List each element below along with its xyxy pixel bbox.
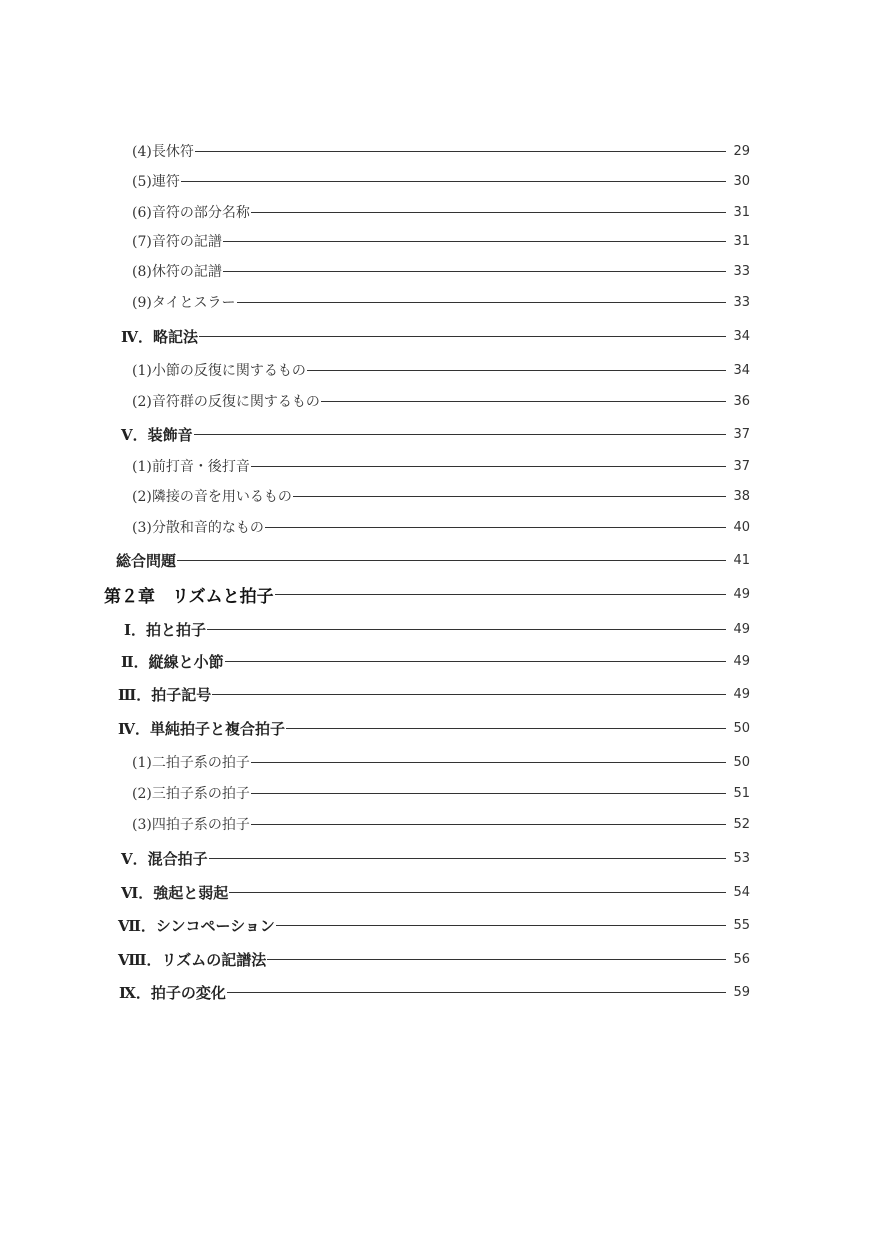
toc-leader-line xyxy=(194,434,726,435)
toc-entry-title: Ⅳ．略記法 xyxy=(121,327,199,346)
toc-entry-title: (1)小節の反復に関するもの xyxy=(132,363,306,379)
toc-leader-line xyxy=(227,992,726,993)
toc-page-number: 53 xyxy=(733,850,750,866)
toc-page-number: 50 xyxy=(733,720,750,736)
toc-entry-title: (9)タイとスラー xyxy=(132,295,236,311)
toc-entry-title: 第２章 リズムと拍子 xyxy=(104,586,274,607)
toc-page-number: 49 xyxy=(733,586,750,602)
toc-entry-title: Ⅶ．シンコペーション xyxy=(118,916,275,935)
toc-entry-title: Ⅴ．混合拍子 xyxy=(121,849,208,868)
toc-page-number: 52 xyxy=(733,816,750,832)
toc-page-number: 54 xyxy=(733,884,750,900)
toc-entry-title: Ⅷ．リズムの記譜法 xyxy=(118,950,267,969)
toc-page-number: 56 xyxy=(733,951,750,967)
toc-leader-line xyxy=(225,661,726,662)
toc-entry xyxy=(132,141,750,161)
toc-page-number: 49 xyxy=(733,686,750,702)
toc-leader-line xyxy=(229,892,726,893)
toc-page-number: 49 xyxy=(733,621,750,637)
toc-leader-line xyxy=(293,496,726,497)
toc-leader-line xyxy=(207,629,726,630)
toc-leader-line xyxy=(237,302,726,303)
toc-entry xyxy=(132,517,750,537)
toc-entry-title: (3)四拍子系の拍子 xyxy=(132,817,250,833)
toc-page-number: 41 xyxy=(733,552,750,568)
toc-page-number: 29 xyxy=(733,143,750,159)
toc-page-number: 33 xyxy=(733,263,750,279)
toc-page-number: 50 xyxy=(733,754,750,770)
toc-entry xyxy=(116,549,750,571)
toc-page-number: 31 xyxy=(733,204,750,220)
toc-entry xyxy=(132,456,750,476)
toc-leader-line xyxy=(251,466,726,467)
toc-leader-line xyxy=(267,959,726,960)
toc-entry xyxy=(132,261,750,281)
toc-page-number: 40 xyxy=(733,519,750,535)
toc-entry xyxy=(118,717,750,739)
toc-leader-line xyxy=(251,824,726,825)
toc-entry-title: Ⅸ．拍子の変化 xyxy=(119,983,226,1002)
toc-entry-title: (6)音符の部分名称 xyxy=(132,205,250,221)
toc-page-number: 34 xyxy=(733,362,750,378)
toc-entry xyxy=(132,231,750,251)
toc-leader-line xyxy=(265,527,726,528)
toc-page-number: 38 xyxy=(733,488,750,504)
toc-leader-line xyxy=(195,151,726,152)
toc-entry-title: (8)休符の記譜 xyxy=(132,264,222,280)
toc-entry-title: (4)長休符 xyxy=(132,144,194,160)
toc-leader-line xyxy=(223,271,726,272)
toc-entry xyxy=(132,202,750,222)
toc-entry-title: Ⅰ．拍と拍子 xyxy=(124,620,207,639)
toc-entry-title: (2)隣接の音を用いるもの xyxy=(132,489,292,505)
toc-page-number: 37 xyxy=(733,426,750,442)
toc-entry-title: Ⅳ．単純拍子と複合拍子 xyxy=(118,719,286,738)
toc-leader-line xyxy=(276,925,726,926)
toc-entry-title: Ⅲ．拍子記号 xyxy=(118,685,212,704)
toc-entry xyxy=(121,847,750,869)
toc-page-number: 55 xyxy=(733,917,750,933)
toc-page-number: 37 xyxy=(733,458,750,474)
toc-entry xyxy=(132,752,750,772)
toc-page-number: 59 xyxy=(733,984,750,1000)
toc-page-number: 49 xyxy=(733,653,750,669)
toc-entry xyxy=(132,783,750,803)
toc-entry xyxy=(121,325,750,347)
toc-leader-line xyxy=(251,762,726,763)
toc-entry-title: (1)前打音・後打音 xyxy=(132,459,250,475)
toc-entry xyxy=(124,618,750,640)
toc-leader-line xyxy=(321,401,726,402)
toc-leader-line xyxy=(212,694,726,695)
toc-page-number: 31 xyxy=(733,233,750,249)
toc-leader-line xyxy=(223,241,726,242)
toc-leader-line xyxy=(251,212,726,213)
toc-entry xyxy=(132,814,750,834)
toc-page-number: 34 xyxy=(733,328,750,344)
toc-entry-title: (3)分散和音的なもの xyxy=(132,520,264,536)
toc-page-number: 51 xyxy=(733,785,750,801)
toc-leader-line xyxy=(177,560,726,561)
toc-page-number: 36 xyxy=(733,393,750,409)
toc-entry xyxy=(121,423,750,445)
toc-leader-line xyxy=(307,370,726,371)
toc-entry-title: (5)連符 xyxy=(132,174,180,190)
toc-entry-title: (2)音符群の反復に関するもの xyxy=(132,394,320,410)
toc-entry xyxy=(118,914,750,936)
toc-entry xyxy=(121,650,750,672)
toc-entry xyxy=(119,981,750,1003)
toc-entry xyxy=(104,582,750,606)
toc-leader-line xyxy=(286,728,726,729)
toc-leader-line xyxy=(181,181,726,182)
toc-entry xyxy=(132,391,750,411)
toc-entry xyxy=(132,486,750,506)
toc-entry xyxy=(132,360,750,380)
toc-entry-title: (1)二拍子系の拍子 xyxy=(132,755,250,771)
toc-entry xyxy=(132,292,750,312)
toc-page-number: 33 xyxy=(733,294,750,310)
toc-page-number: 30 xyxy=(733,173,750,189)
toc-leader-line xyxy=(251,793,726,794)
toc-entry-title: (2)三拍子系の拍子 xyxy=(132,786,250,802)
toc-entry xyxy=(118,948,750,970)
toc-entry-title: (7)音符の記譜 xyxy=(132,234,222,250)
toc-leader-line xyxy=(199,336,726,337)
toc-entry-title: Ⅴ．装飾音 xyxy=(121,425,193,444)
toc-leader-line xyxy=(209,858,726,859)
toc-entry xyxy=(132,171,750,191)
toc-entry xyxy=(121,881,750,903)
toc-entry xyxy=(118,683,750,705)
toc-entry-title: Ⅱ．縦線と小節 xyxy=(121,652,224,671)
toc-leader-line xyxy=(275,594,726,595)
toc-entry-title: 総合問題 xyxy=(116,551,177,570)
toc-entry-title: Ⅵ．強起と弱起 xyxy=(121,883,229,902)
